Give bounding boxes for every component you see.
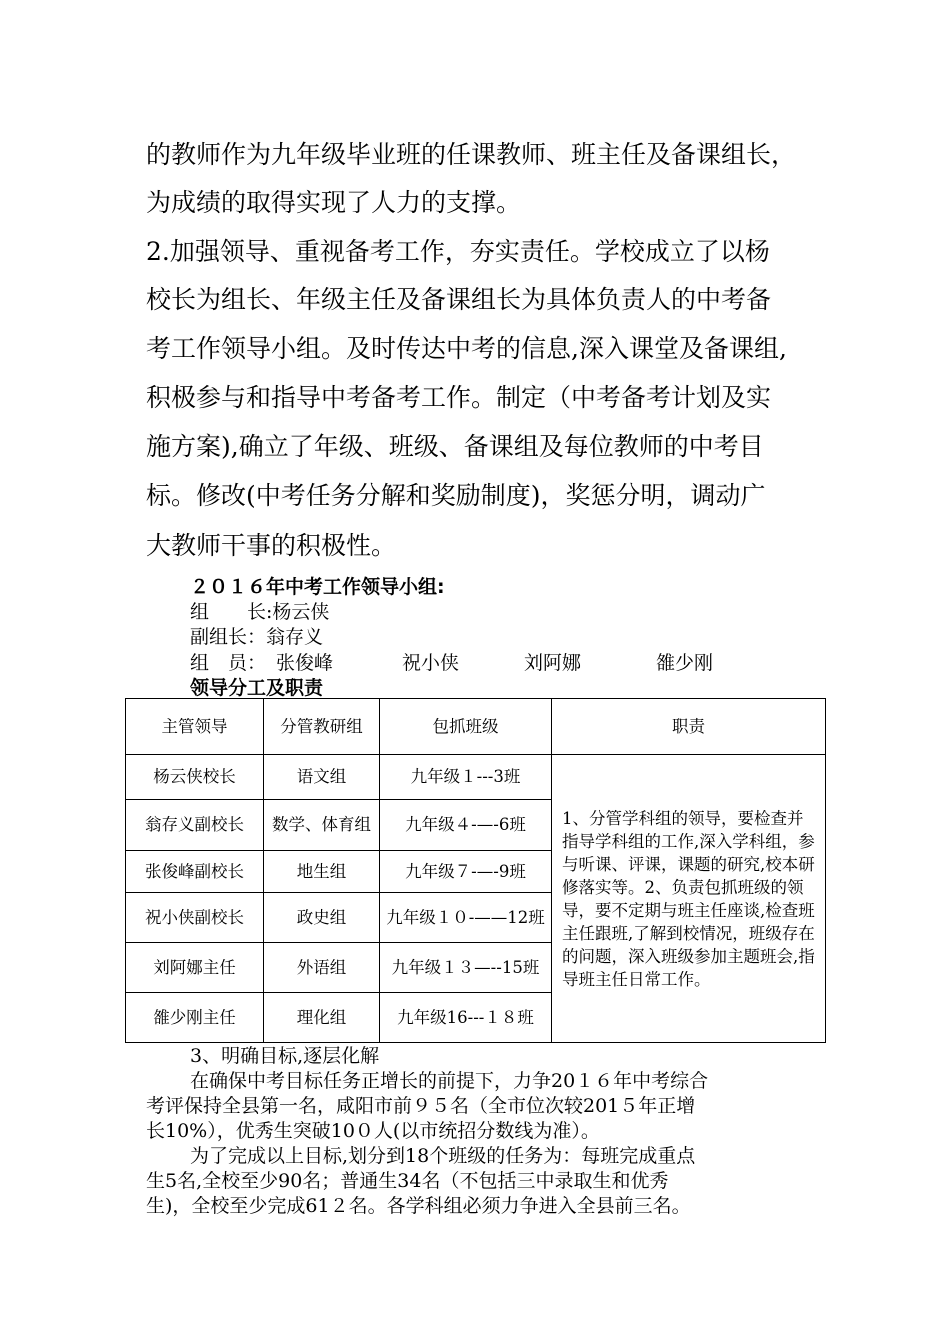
cell-classes: 九年级１３—--15班 xyxy=(380,943,552,993)
header-cell: 职责 xyxy=(552,699,826,755)
cell-leader: 祝小侠副校长 xyxy=(126,893,264,943)
section-title: 3、明确目标,逐层化解 xyxy=(190,1045,380,1067)
cell-classes: 九年级４-—-6班 xyxy=(380,800,552,851)
duty-table xyxy=(125,698,826,1043)
group-members-label: 组 员： xyxy=(190,652,267,674)
header-cell: 主管领导 xyxy=(126,699,264,755)
group-deputy: 副组长：翁存义 xyxy=(190,626,324,648)
division-heading: 领导分工及职责 xyxy=(190,677,324,699)
cell-group: 政史组 xyxy=(264,893,380,943)
cell-classes: 九年级１０-——12班 xyxy=(380,893,552,943)
cell-group: 理化组 xyxy=(264,993,380,1043)
cell-leader: 张俊峰副校长 xyxy=(126,851,264,893)
cell-group: 数学、体育组 xyxy=(264,800,380,851)
group-member: 张俊峰 xyxy=(276,652,334,674)
body-line: 考评保持全县第一名，咸阳市前９５名（全市位次较201５年正增 xyxy=(146,1095,696,1117)
group-member: 刘阿娜 xyxy=(524,652,582,674)
header-cell: 分管教研组 xyxy=(264,699,380,755)
cell-group: 语文组 xyxy=(264,755,380,800)
cell-group: 外语组 xyxy=(264,943,380,993)
cell-group: 地生组 xyxy=(264,851,380,893)
para-line: 标。修改(中考任务分解和奖励制度)，奖惩分明，调动广 xyxy=(146,481,766,510)
body-line: 为了完成以上目标,划分到18个班级的任务为：每班完成重点 xyxy=(190,1145,696,1167)
cell-classes: 九年级１---3班 xyxy=(380,755,552,800)
para-line: 校长为组长、年级主任及备课组长为具体负责人的中考备 xyxy=(146,285,772,314)
para-line: 的教师作为九年级毕业班的任课教师、班主任及备课组长， xyxy=(146,140,797,169)
para-line: 为成绩的取得实现了人力的支撑。 xyxy=(146,188,522,217)
para-line: 施方案),确立了年级、班级、备课组及每位教师的中考目 xyxy=(146,432,764,461)
body-line: 在确保中考目标任务正增长的前提下，力争20１６年中考综合 xyxy=(190,1070,709,1092)
cell-classes: 九年级16---１８班 xyxy=(380,993,552,1043)
table-header-row xyxy=(126,699,826,755)
body-line: 生)，全校至少完成61２名。各学科组必须力争进入全县前三名。 xyxy=(146,1195,691,1217)
para-line: 积极参与和指导中考备考工作。制定（中考备考计划及实 xyxy=(146,383,772,412)
group-heading: ２０１６年中考工作领导小组: xyxy=(190,576,445,598)
cell-duties: 1、分管学科组的领导，要检查并指导学科组的工作,深入学科组，参与听课、评课，课题的研究,校本研修落实等。2、负责包抓班级的领导，要不定期与班主任座谈,检查班主任跟班,了解到校情况，班级存在的问题，深入班级参加主题班会,指导班主任日常工作。 xyxy=(552,755,826,1043)
group-leader: 组 长:杨云侠 xyxy=(190,601,330,623)
para-line: 考工作领导小组。及时传达中考的信息,深入课堂及备课组, xyxy=(146,334,787,363)
cell-leader: 刘阿娜主任 xyxy=(126,943,264,993)
table-row xyxy=(126,755,826,800)
cell-classes: 九年级７-—-9班 xyxy=(380,851,552,893)
body-line: 生5名,全校至少90名；普通生34名（不包括三中录取生和优秀 xyxy=(146,1170,669,1192)
group-member: 雒少刚 xyxy=(656,652,714,674)
para-line: 2.加强领导、重视备考工作，夯实责任。学校成立了以杨 xyxy=(146,237,770,266)
header-cell: 包抓班级 xyxy=(380,699,552,755)
body-line: 长10%），优秀生突破10０人(以市统招分数线为准）。 xyxy=(146,1120,600,1142)
cell-leader: 雒少刚主任 xyxy=(126,993,264,1043)
para-line: 大教师干事的积极性。 xyxy=(146,531,397,560)
group-member: 祝小侠 xyxy=(402,652,460,674)
cell-leader: 翁存义副校长 xyxy=(126,800,264,851)
cell-leader: 杨云侠校长 xyxy=(126,755,264,800)
